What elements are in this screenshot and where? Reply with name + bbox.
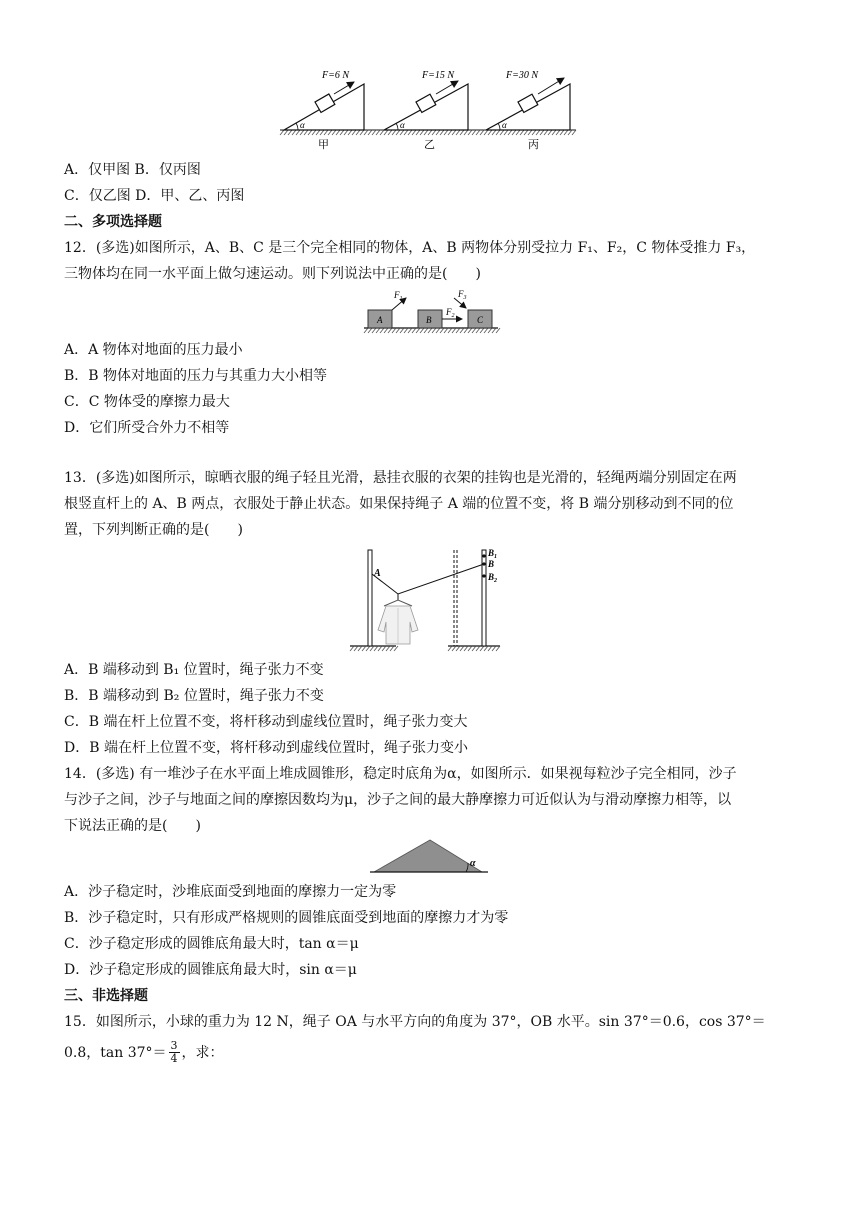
q12-stem-line-2: 三物体均在同一水平面上做匀速运动。则下列说法中正确的是( ) bbox=[64, 266, 481, 282]
incline-3-angle: α bbox=[502, 120, 507, 130]
q12-box-a: A bbox=[377, 315, 383, 325]
q12-f2-sub: 2 bbox=[451, 313, 455, 319]
incline-3-force: F=30 N bbox=[506, 70, 539, 81]
q14-stem-line-3: 下说法正确的是( ) bbox=[64, 818, 201, 834]
q14-option-a: A．沙子稳定时，沙堆底面受到地面的摩擦力一定为零 bbox=[64, 884, 397, 900]
q12-box-b: B bbox=[426, 315, 432, 325]
q13-option-c: C．B 端在杆上位置不变，将杆移动到虚线位置时，绳子张力变大 bbox=[64, 714, 468, 730]
q15-line2-pre: 0.8，tan 37°＝ bbox=[64, 1044, 167, 1061]
q14-angle-label: α bbox=[470, 858, 476, 869]
q15-stem-line-1: 15．如图所示，小球的重力为 12 N，绳子 OA 与水平方向的角度为 37°，OB 水平。sin 37°＝0.6，cos 37°＝ bbox=[64, 1014, 766, 1030]
q15-frac-den: 4 bbox=[170, 1052, 178, 1065]
incline-panel-2 bbox=[384, 70, 468, 151]
q12-box-c: C bbox=[477, 315, 484, 325]
q15-line2-post: ，求： bbox=[181, 1044, 224, 1061]
incline-2-angle: α bbox=[400, 120, 405, 130]
section-heading-multiple-choice: 二、多项选择题 bbox=[64, 214, 162, 230]
incline-1-caption: 甲 bbox=[318, 139, 329, 151]
q12-f1-sub: 1 bbox=[399, 296, 403, 302]
q14-option-c: C．沙子稳定形成的圆锥底角最大时，tan α＝μ bbox=[64, 936, 359, 952]
q12-f1: F bbox=[394, 290, 400, 300]
q12-option-d: D．它们所受合外力不相等 bbox=[64, 420, 230, 436]
q13-label-b2-sub: 2 bbox=[494, 578, 498, 584]
incline-2-force: F=15 N bbox=[422, 70, 455, 81]
q13-stem-line-1: 13．(多选)如图所示，晾晒衣服的绳子轻且光滑，悬挂衣服的衣架的挂钩也是光滑的，轻绳两端分别固定在两 bbox=[64, 470, 737, 486]
incline-2-caption: 乙 bbox=[424, 139, 435, 151]
q13-label-b1: B bbox=[488, 548, 495, 558]
q12-option-a: A．A 物体对地面的压力最小 bbox=[64, 342, 243, 358]
q13-stem-line-3: 置，下列判断正确的是( ) bbox=[64, 522, 243, 538]
section-heading-non-choice: 三、非选择题 bbox=[64, 988, 148, 1004]
incline-1-angle: α bbox=[300, 120, 305, 130]
q12-f2: F bbox=[446, 307, 452, 317]
q15-stem-line-2 bbox=[64, 1040, 224, 1065]
q12-stem-line-1: 12．(多选)如图所示，A、B、C 是三个完全相同的物体，A、B 两物体分别受拉力 F₁、F₂，C 物体受推力 F₃， bbox=[64, 240, 756, 256]
svg-text:F3 bbox=[457, 289, 467, 301]
svg-text:B2 bbox=[487, 572, 497, 584]
q14-option-b: B．沙子稳定时，只有形成严格规则的圆锥底面受到地面的摩擦力才为零 bbox=[64, 910, 509, 926]
svg-text:F1 bbox=[393, 290, 403, 302]
q14-stem-line-1: 14．(多选) 有一堆沙子在水平面上堆成圆锥形，稳定时底角为α，如图所示．如果视每粒沙子完全相同，沙子 bbox=[64, 766, 737, 782]
q13-option-b: B．B 端移动到 B₂ 位置时，绳子张力不变 bbox=[64, 688, 324, 704]
q13-label-b: B bbox=[488, 559, 495, 569]
q13-stem-line-2: 根竖直杆上的 A、B 两点，衣服处于静止状态。如果保持绳子 A 端的位置不变，将 B 端分别移动到不同的位 bbox=[64, 496, 734, 512]
q13-figure bbox=[348, 544, 508, 652]
q13-option-a: A．B 端移动到 B₁ 位置时，绳子张力不变 bbox=[64, 662, 324, 678]
q13-label-b1-sub: 1 bbox=[494, 554, 498, 560]
q11-options-line-1: A．仅甲图 B．仅丙图 bbox=[64, 162, 201, 178]
q14-option-d: D．沙子稳定形成的圆锥底角最大时，sin α＝μ bbox=[64, 962, 357, 978]
incline-figure bbox=[276, 64, 586, 156]
incline-panel-3 bbox=[486, 70, 570, 151]
q12-f3: F bbox=[458, 289, 464, 299]
q13-option-d: D．B 端在杆上位置不变，将杆移动到虚线位置时，绳子张力变小 bbox=[64, 740, 468, 756]
q12-f3-sub: 3 bbox=[463, 295, 467, 301]
incline-3-caption: 丙 bbox=[528, 139, 539, 151]
q12-option-c: C．C 物体受的摩擦力最大 bbox=[64, 394, 230, 410]
q14-sand-cone-figure bbox=[370, 836, 490, 878]
incline-1-force: F=6 N bbox=[322, 70, 350, 81]
incline-panel-1 bbox=[284, 70, 364, 151]
svg-text:F2 bbox=[445, 307, 455, 319]
q12-option-b: B．B 物体对地面的压力与其重力大小相等 bbox=[64, 368, 328, 384]
q12-figure bbox=[362, 286, 502, 336]
q14-stem-line-2: 与沙子之间，沙子与地面之间的摩擦因数均为μ，沙子之间的最大静摩擦力可近似认为与滑动摩擦力相等，以 bbox=[64, 792, 732, 808]
q15-fraction bbox=[169, 1040, 180, 1065]
q13-label-a: A bbox=[374, 568, 381, 579]
q11-options-line-2: C．仅乙图 D．甲、乙、丙图 bbox=[64, 188, 245, 204]
q15-frac-num: 3 bbox=[170, 1039, 178, 1052]
q13-label-b2: B bbox=[488, 572, 495, 582]
